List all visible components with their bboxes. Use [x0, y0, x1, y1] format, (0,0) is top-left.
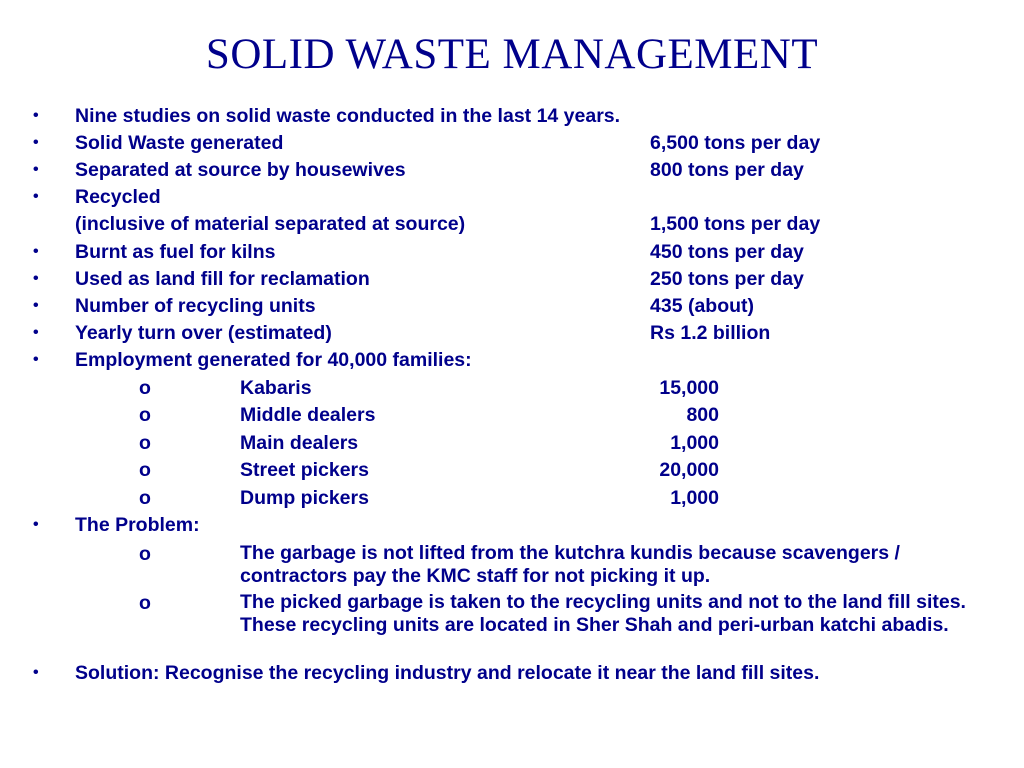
bullet-label: Recycled: [75, 186, 161, 208]
bullet-icon: •: [33, 664, 39, 681]
employment-label: Kabaris: [240, 377, 312, 399]
bullet-icon: •: [33, 270, 39, 287]
bullet-row: [0, 347, 1024, 373]
sub-bullet-icon: o: [139, 543, 151, 565]
employment-label: Main dealers: [240, 432, 359, 454]
problem-heading: The Problem:: [75, 514, 200, 536]
employment-row: [0, 375, 1024, 401]
sub-bullet-icon: o: [139, 432, 151, 454]
bullet-value: 800 tons per day: [650, 159, 804, 181]
slide-title: SOLID WASTE MANAGEMENT: [205, 31, 819, 78]
solution-text: Solution: Recognise the recycling industry and relocate it near the land fill sites.: [75, 662, 820, 684]
bullet-label: Used as land fill for reclamation: [75, 268, 370, 290]
bullet-icon: •: [33, 161, 39, 178]
bullet-row: [0, 130, 1024, 156]
bullet-row: [0, 184, 1024, 210]
employment-row: [0, 430, 1024, 456]
bullet-label: Nine studies on solid waste conducted in the last 14 years.: [75, 105, 621, 127]
bullet-label: (inclusive of material separated at source): [75, 213, 466, 235]
bullet-icon: •: [33, 324, 39, 341]
bullet-label: Separated at source by housewives: [75, 159, 406, 181]
bullet-icon: •: [33, 297, 39, 314]
bullet-icon: •: [33, 516, 39, 533]
bullet-label: Burnt as fuel for kilns: [75, 241, 276, 263]
bullet-value: 1,500 tons per day: [650, 213, 821, 235]
bullet-label: Number of recycling units: [75, 295, 316, 317]
continuation-row: [0, 211, 1024, 237]
employment-value: 20,000: [659, 459, 719, 481]
bullet-row: [0, 660, 1024, 686]
bullet-row: [0, 512, 1024, 538]
bullet-icon: •: [33, 243, 39, 260]
bullet-label: Yearly turn over (estimated): [75, 322, 332, 344]
employment-label: Middle dealers: [240, 404, 376, 426]
bullet-value: Rs 1.2 billion: [650, 322, 771, 344]
bullet-value: 450 tons per day: [650, 241, 804, 263]
sub-bullet-icon: o: [139, 592, 151, 614]
bullet-value: 435 (about): [650, 295, 755, 317]
employment-row: [0, 485, 1024, 511]
sub-bullet-icon: o: [139, 459, 151, 481]
bullet-label: Employment generated for 40,000 families:: [75, 349, 472, 371]
bullet-value: 6,500 tons per day: [650, 132, 821, 154]
problem-item: [0, 541, 1024, 587]
bullet-row: [0, 103, 1024, 129]
employment-value: 1,000: [670, 487, 719, 509]
bullet-icon: •: [33, 188, 39, 205]
employment-row: [0, 402, 1024, 428]
bullet-icon: •: [33, 351, 39, 368]
employment-value: 1,000: [670, 432, 719, 454]
bullet-row: [0, 157, 1024, 183]
employment-label: Street pickers: [240, 459, 369, 481]
bullet-label: Solid Waste generated: [75, 132, 284, 154]
bullet-icon: •: [33, 134, 39, 151]
employment-label: Dump pickers: [240, 487, 369, 509]
problem-text: The garbage is not lifted from the kutchra kundis because scavengers / contractors pay the KMC staff for not picking it up.: [240, 542, 900, 587]
employment-value: 15,000: [659, 377, 719, 399]
bullet-row: [0, 266, 1024, 292]
sub-bullet-icon: o: [139, 404, 151, 426]
problem-text: The picked garbage is taken to the recycling units and not to the land fill sites. These recycling units are located in Sher Shah and peri-urban katchi abadis.: [240, 591, 966, 636]
employment-value: 800: [686, 404, 719, 426]
bullet-row: [0, 293, 1024, 319]
bullet-icon: •: [33, 107, 39, 124]
sub-bullet-icon: o: [139, 377, 151, 399]
bullet-row: [0, 239, 1024, 265]
bullet-row: [0, 320, 1024, 346]
problem-item: [0, 590, 1024, 636]
sub-bullet-icon: o: [139, 487, 151, 509]
employment-row: [0, 457, 1024, 483]
bullet-value: 250 tons per day: [650, 268, 804, 290]
